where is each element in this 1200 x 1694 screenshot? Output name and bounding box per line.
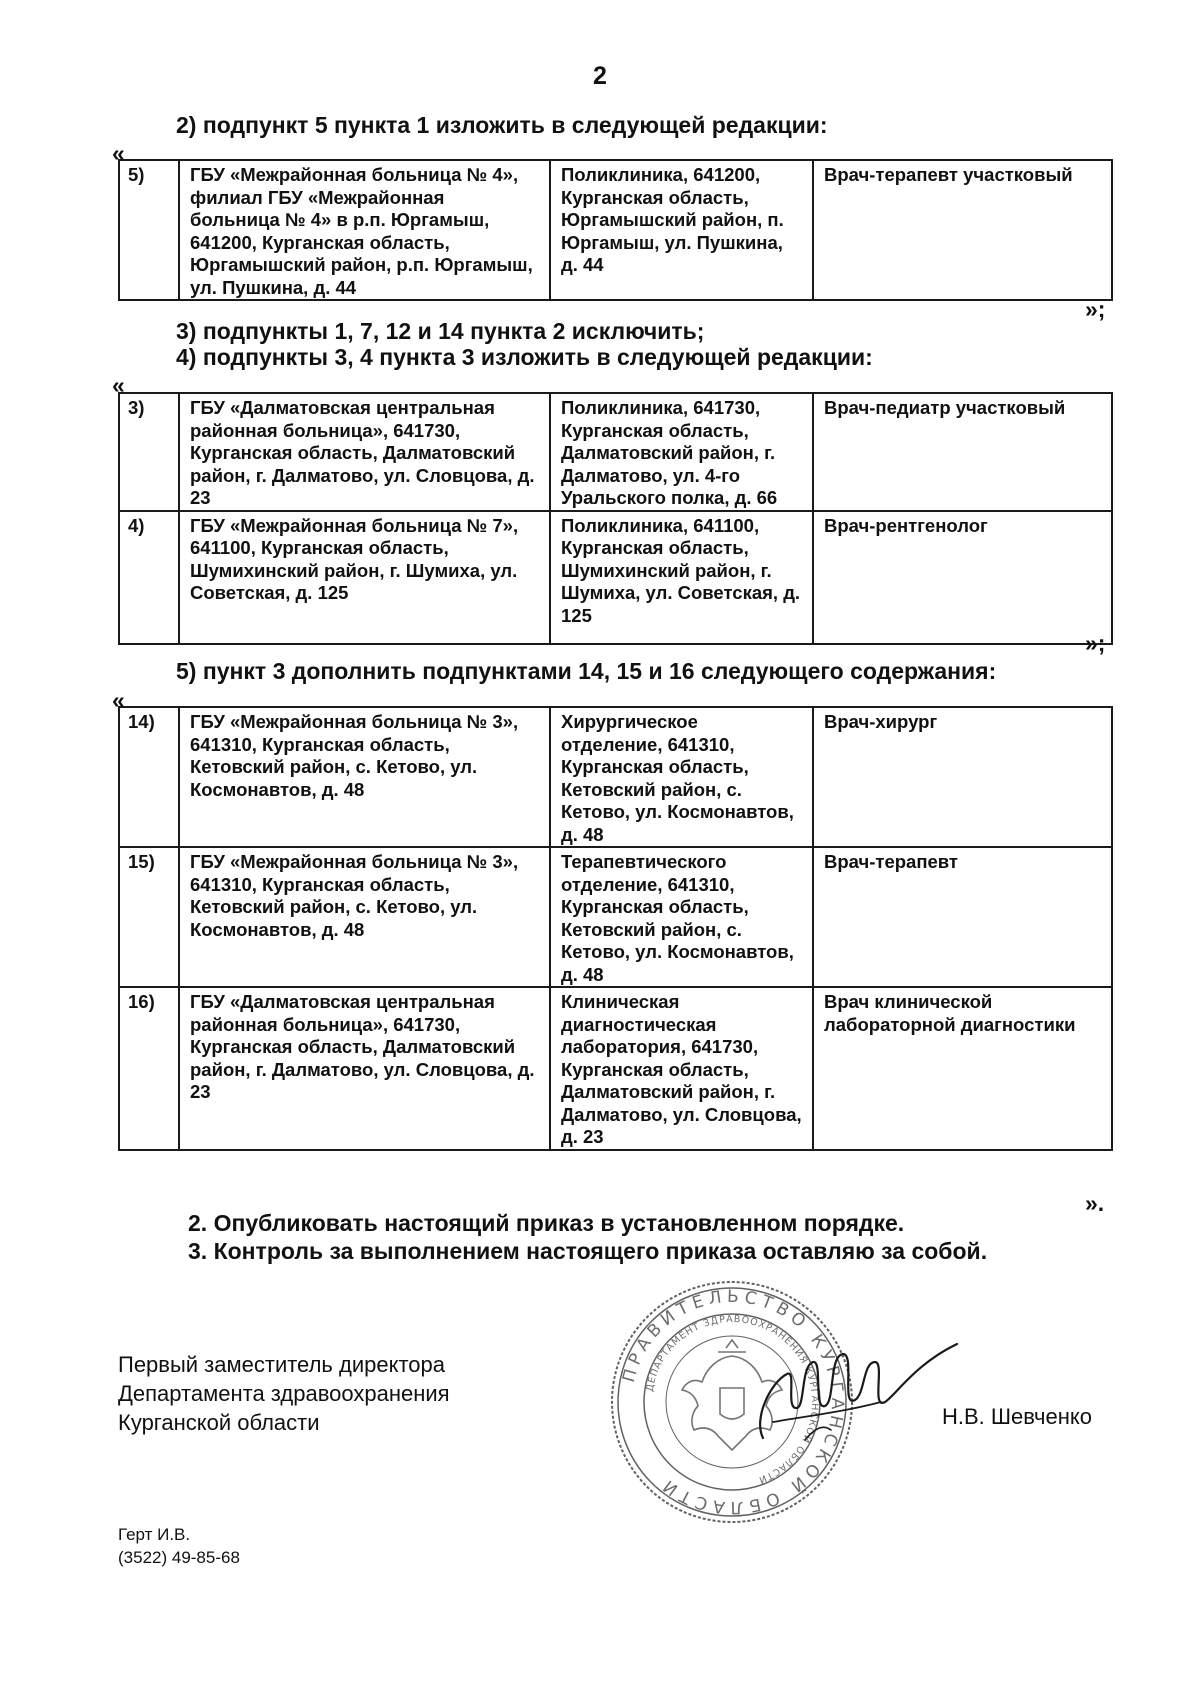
organization-cell: ГБУ «Межрайонная больница № 4», филиал ГБУ «Межрайонная больница № 4» в р.п. Юргамыш, 641200, Курганская область, Юргамышский район, р.п. Юргамыш, ул. Пушкина, д. 44	[179, 160, 550, 300]
signatory-line-2: Департамента здравоохранения	[118, 1381, 450, 1406]
organization-cell: ГБУ «Межрайонная больница № 3», 641310, Курганская область, Кетовский район, с. Кетово, ул. Космонавтов, д. 48	[179, 707, 550, 847]
item3: 3) подпункты 1, 7, 12 и 14 пункта 2 исключить;	[176, 318, 705, 344]
table-row	[119, 707, 1112, 847]
paragraph-3: 3. Контроль за выполнением настоящего приказа оставляю за собой.	[188, 1238, 988, 1264]
open-quote-1: «	[112, 140, 125, 166]
close-quote-1: »;	[1085, 296, 1106, 322]
executor-name: Герт И.В.	[118, 1525, 191, 1544]
organization-cell: ГБУ «Далматовская центральная районная больница», 641730, Курганская область, Далматовский район, г. Далматово, ул. Словцова, д. 23	[179, 987, 550, 1150]
place-cell: Поликлиника, 641100, Курганская область, Шумихинский район, г. Шумиха, ул. Советская, д. 125	[550, 511, 813, 644]
table-row	[119, 987, 1112, 1150]
position-cell: Врач-рентгенолог	[813, 511, 1112, 644]
table-row	[119, 511, 1112, 644]
organization-cell: ГБУ «Далматовская центральная районная больница», 641730, Курганская область, Далматовский район, г. Далматово, ул. Словцова, д. 23	[179, 393, 550, 511]
handwritten-signature	[745, 1338, 960, 1453]
position-cell: Врач-терапевт	[813, 847, 1112, 987]
close-quote-2: »;	[1085, 630, 1106, 656]
table-row	[119, 847, 1112, 987]
place-cell: Терапевтического отделение, 641310, Курганская область, Кетовский район, с. Кетово, ул. Космонавтов, д. 48	[550, 847, 813, 987]
place-cell: Хирургическое отделение, 641310, Курганская область, Кетовский район, с. Кетово, ул. Космонавтов, д. 48	[550, 707, 813, 847]
signatory-name: Н.В. Шевченко	[942, 1404, 1092, 1429]
item5-intro: 5) пункт 3 дополнить подпунктами 14, 15 и 16 следующего содержания:	[176, 658, 997, 684]
open-quote-3: «	[112, 687, 125, 713]
stamp-inner-text: ДЕПАРТАМЕНТ ЗДРАВООХРАНЕНИЯ КУРГАНСКОЙ ОБЛАСТИ	[644, 1313, 821, 1486]
page-number: 2	[593, 62, 607, 90]
executor-phone: (3522) 49-85-68	[118, 1548, 240, 1567]
table-2	[118, 392, 1113, 645]
position-cell: Врач-педиатр участковый	[813, 393, 1112, 511]
place-cell: Клиническая диагностическая лаборатория, 641730, Курганская область, Далматовский район, г. Далматово, ул. Словцова, д. 23	[550, 987, 813, 1150]
table-3	[118, 706, 1113, 1151]
paragraph-2: 2. Опубликовать настоящий приказ в установленном порядке.	[188, 1210, 905, 1236]
row-number: 15)	[119, 847, 179, 987]
position-cell: Врач клинической лабораторной диагностики	[813, 987, 1112, 1150]
close-quote-3: ».	[1085, 1190, 1105, 1216]
table-row	[119, 393, 1112, 511]
position-cell: Врач-хирург	[813, 707, 1112, 847]
row-number: 16)	[119, 987, 179, 1150]
place-cell: Поликлиника, 641200, Курганская область, Юргамышский район, п. Юргамыш, ул. Пушкина, д. 44	[550, 160, 813, 300]
organization-cell: ГБУ «Межрайонная больница № 3», 641310, Курганская область, Кетовский район, с. Кетово, ул. Космонавтов, д. 48	[179, 847, 550, 987]
signatory-line-1: Первый заместитель директора	[118, 1352, 445, 1377]
item4-intro: 4) подпункты 3, 4 пункта 3 изложить в следующей редакции:	[176, 344, 873, 370]
signatory-line-3: Курганской области	[118, 1410, 320, 1435]
open-quote-2: «	[112, 372, 125, 398]
row-number: 14)	[119, 707, 179, 847]
position-cell: Врач-терапевт участковый	[813, 160, 1112, 300]
row-number: 4)	[119, 511, 179, 644]
row-number: 5)	[119, 160, 179, 300]
place-cell: Поликлиника, 641730, Курганская область, Далматовский район, г. Далматово, ул. 4-го Уральского полка, д. 66	[550, 393, 813, 511]
item2-intro: 2) подпункт 5 пункта 1 изложить в следующей редакции:	[176, 112, 828, 138]
signatory-title	[118, 1350, 450, 1437]
table-1	[118, 159, 1113, 301]
stamp-outer-text: ПРАВИТЕЛЬСТВО КУРГАНСКОЙ ОБЛАСТИ	[618, 1286, 848, 1518]
row-number: 3)	[119, 393, 179, 511]
organization-cell: ГБУ «Межрайонная больница № 7», 641100, Курганская область, Шумихинский район, г. Шумиха, ул. Советская, д. 125	[179, 511, 550, 644]
table-row	[119, 160, 1112, 300]
executor-info	[118, 1523, 240, 1569]
